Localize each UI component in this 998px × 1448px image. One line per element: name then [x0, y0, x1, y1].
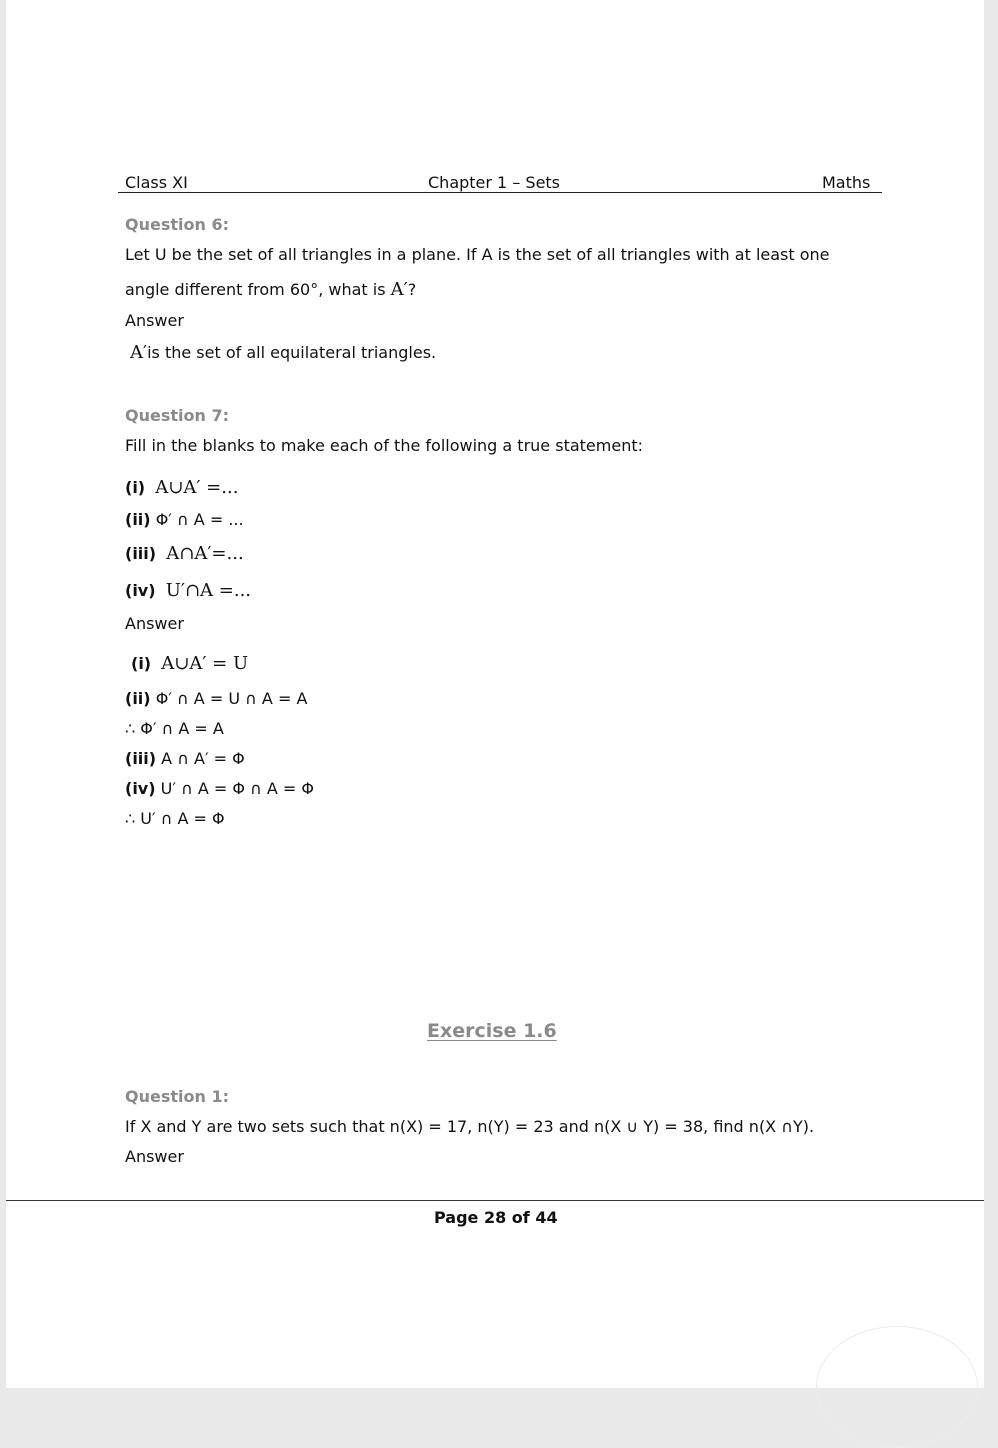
answer-expression: U′ ∩ A = Φ ∩ A = Φ: [160, 779, 314, 798]
question-7-answer-line: [125, 689, 307, 708]
exercise-question-1-answer-label: Answer: [125, 1147, 184, 1166]
question-6-line2-math: A′: [390, 279, 408, 300]
question-7-answer-line: [131, 653, 248, 674]
footer-rule: [6, 1200, 984, 1201]
header-subject: Maths: [822, 173, 871, 192]
item-expression: Φ′ ∩ A = ...: [155, 510, 244, 529]
question-6-line2-end: ?: [407, 280, 417, 299]
question-6-answer: [130, 342, 436, 363]
answer-label: (ii): [125, 689, 151, 708]
answer-label: (i): [131, 654, 152, 673]
exercise-question-1-heading: Question 1:: [125, 1087, 229, 1106]
question-7-heading: Question 7:: [125, 406, 229, 425]
item-label: (iii): [125, 544, 157, 563]
question-7-answer-line: [125, 719, 224, 738]
item-expression: A∩A′=...: [166, 543, 244, 564]
question-6-heading: Question 6:: [125, 215, 229, 234]
header-rule: [118, 192, 882, 193]
answer-expression: ∴ Φ′ ∩ A = A: [125, 719, 224, 738]
question-7-answer-line: [125, 749, 245, 768]
answer-expression: A∪A′ = U: [161, 653, 249, 674]
exercise-heading: Exercise 1.6: [427, 1020, 557, 1042]
answer-label: (iii): [125, 749, 157, 768]
question-6-line2-text: angle different from 60°, what is: [125, 280, 391, 299]
item-label: (i): [125, 478, 146, 497]
header-class: Class XI: [125, 173, 188, 192]
question-6-answer-text: is the set of all equilateral triangles.: [147, 343, 437, 362]
question-6-answer-math: A′: [130, 342, 148, 363]
page-number: Page 28 of 44: [434, 1208, 558, 1227]
answer-expression: ∴ U′ ∩ A = Φ: [125, 809, 225, 828]
question-7-answer-line: [125, 779, 314, 798]
question-7-item: [125, 580, 251, 601]
question-6-text-line1: Let U be the set of all triangles in a plane. If A is the set of all triangles with at least one: [125, 245, 830, 264]
item-expression: A∪A′ =...: [155, 477, 239, 498]
exercise-question-1-text: If X and Y are two sets such that n(X) = 17, n(Y) = 23 and n(X ∪ Y) = 38, find n(X ∩Y).: [125, 1117, 815, 1136]
question-7-item: [125, 543, 244, 564]
answer-expression: A ∩ A′ = Φ: [161, 749, 245, 768]
answer-label: (iv): [125, 779, 156, 798]
question-7-answer-line: [125, 809, 225, 828]
item-expression: U′∩A =...: [165, 580, 252, 601]
answer-expression: Φ′ ∩ A = U ∩ A = A: [155, 689, 308, 708]
question-6-answer-label: Answer: [125, 311, 184, 330]
question-7-item: [125, 510, 244, 529]
item-label: (iv): [125, 581, 156, 600]
header-chapter: Chapter 1 – Sets: [428, 173, 561, 192]
corner-decoration: [816, 1326, 978, 1448]
question-7-intro: Fill in the blanks to make each of the following a true statement:: [125, 436, 643, 455]
question-7-item: [125, 477, 238, 498]
item-label: (ii): [125, 510, 151, 529]
question-6-text-line2: [125, 279, 416, 300]
question-7-answer-label: Answer: [125, 614, 184, 633]
